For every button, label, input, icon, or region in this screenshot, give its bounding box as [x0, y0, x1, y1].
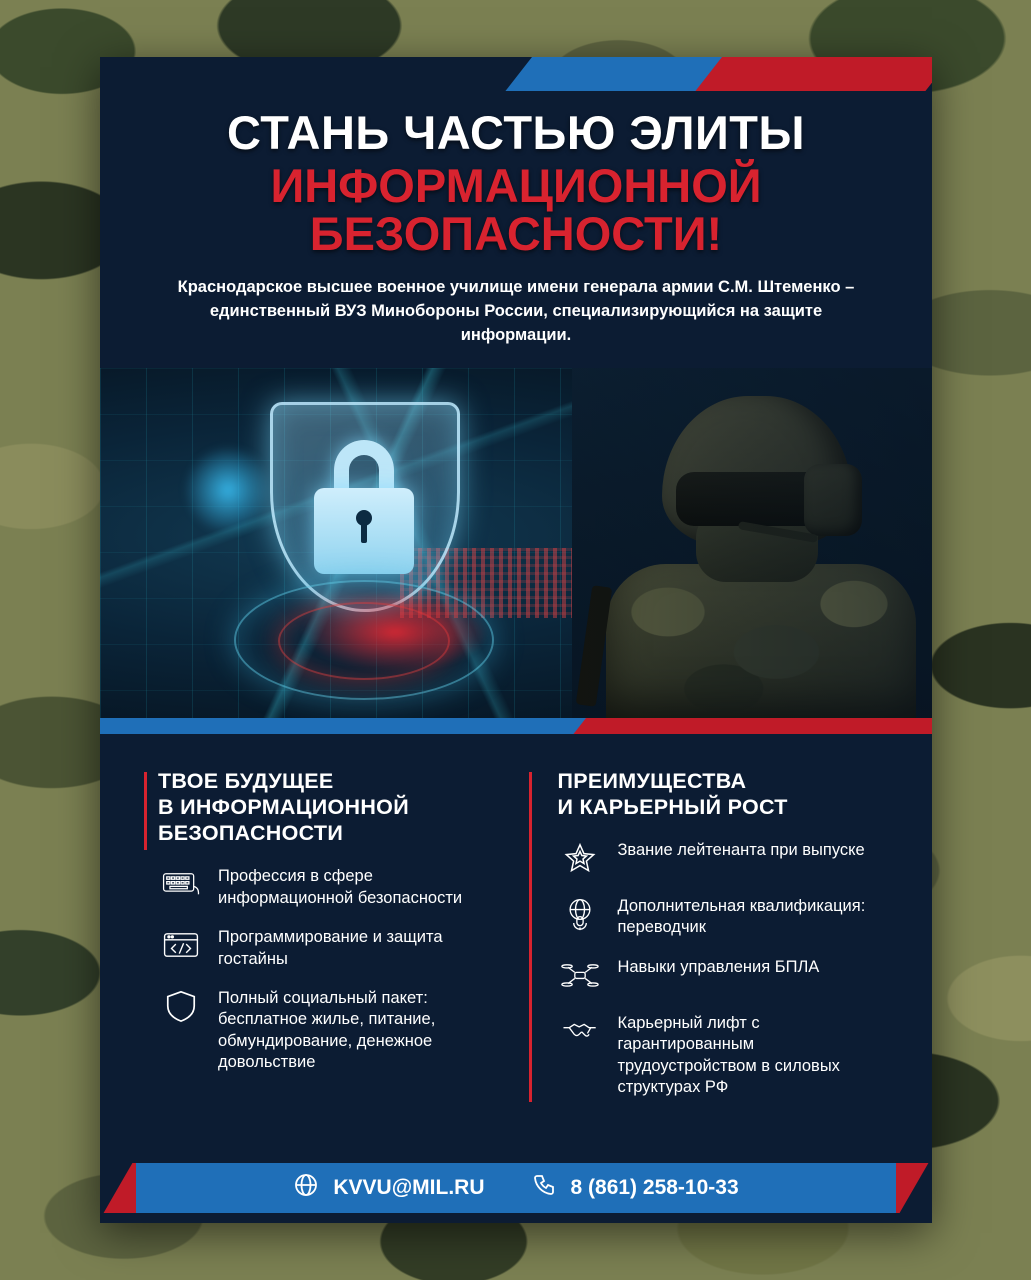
- hero-image: [100, 368, 932, 718]
- globe-icon: [293, 1172, 319, 1204]
- list-item-label: Дополнительная квалификация: переводчик: [617, 897, 866, 937]
- top-accent-red: [695, 57, 932, 91]
- headline-red: [140, 158, 892, 260]
- left-title-line-1: ТВОЕ БУДУЩЕЕ: [158, 768, 334, 793]
- list-item-label: Профессия в сфере информационной безопасности: [218, 867, 463, 907]
- left-title-line-2: В ИНФОРМАЦИОННОЙ: [158, 794, 409, 819]
- right-column-title: [557, 768, 888, 820]
- list-item-label: Звание лейтенанта при выпуске: [617, 841, 865, 860]
- list-item: [557, 1011, 888, 1099]
- list-item: [144, 864, 501, 909]
- drone-icon: [557, 955, 603, 995]
- keyboard-icon: [158, 864, 204, 904]
- email-text: KVVU@MIL.RU: [333, 1176, 485, 1199]
- headline-block: [100, 57, 932, 348]
- list-item-label: Программирование и защита гостайны: [218, 928, 443, 968]
- phone-icon: [531, 1172, 557, 1204]
- phone-text: 8 (861) 258-10-33: [570, 1176, 739, 1199]
- right-title-line-1: ПРЕИМУЩЕСТВА: [557, 768, 747, 793]
- left-column-title: [144, 768, 501, 847]
- subtitle-text: Краснодарское высшее военное училище имени генерала армии С.М. Штеменко – единственный ВУЗ Минобороны России, специализирующийся на защите информации.: [177, 277, 855, 344]
- code-window-icon: [158, 925, 204, 965]
- phone-contact[interactable]: [531, 1172, 739, 1204]
- star-badge-icon: [557, 838, 603, 878]
- list-item: [557, 894, 888, 939]
- globe-microphone-icon: [557, 894, 603, 934]
- left-title-line-3: БЕЗОПАСНОСТИ: [158, 821, 344, 846]
- stripe-red: [573, 718, 932, 734]
- list-item: [144, 986, 501, 1074]
- list-item: [144, 925, 501, 970]
- stripe-blue: [100, 718, 616, 734]
- left-column: [144, 768, 501, 1115]
- list-item: [557, 838, 888, 878]
- contact-footer: [100, 1151, 932, 1223]
- list-item-label: Карьерный лифт с гарантированным трудоустройством в силовых структурах РФ: [617, 1013, 840, 1097]
- content-columns: [100, 744, 932, 1115]
- hero-gradient-overlay: [100, 368, 932, 718]
- right-column: [529, 768, 888, 1115]
- list-item: [557, 955, 888, 995]
- handshake-icon: [557, 1011, 603, 1051]
- headline-white: СТАНЬ ЧАСТЬЮ ЭЛИТЫ: [227, 106, 805, 159]
- headline-red-line2: БЕЗОПАСНОСТИ!: [309, 206, 723, 260]
- list-item-label: Полный социальный пакет: бесплатное жилье, питание, обмундирование, денежное довольствие: [218, 988, 436, 1072]
- headline-red-line1: ИНФОРМАЦИОННОЙ: [270, 158, 762, 212]
- right-title-line-2: И КАРЬЕРНЫЙ РОСТ: [557, 794, 788, 819]
- divider-stripes: [100, 718, 932, 744]
- recruitment-poster: [100, 57, 932, 1223]
- footer-bar: [136, 1163, 896, 1213]
- list-item-label: Навыки управления БПЛА: [617, 957, 820, 976]
- shield-icon: [158, 986, 204, 1026]
- email-contact[interactable]: [293, 1172, 484, 1204]
